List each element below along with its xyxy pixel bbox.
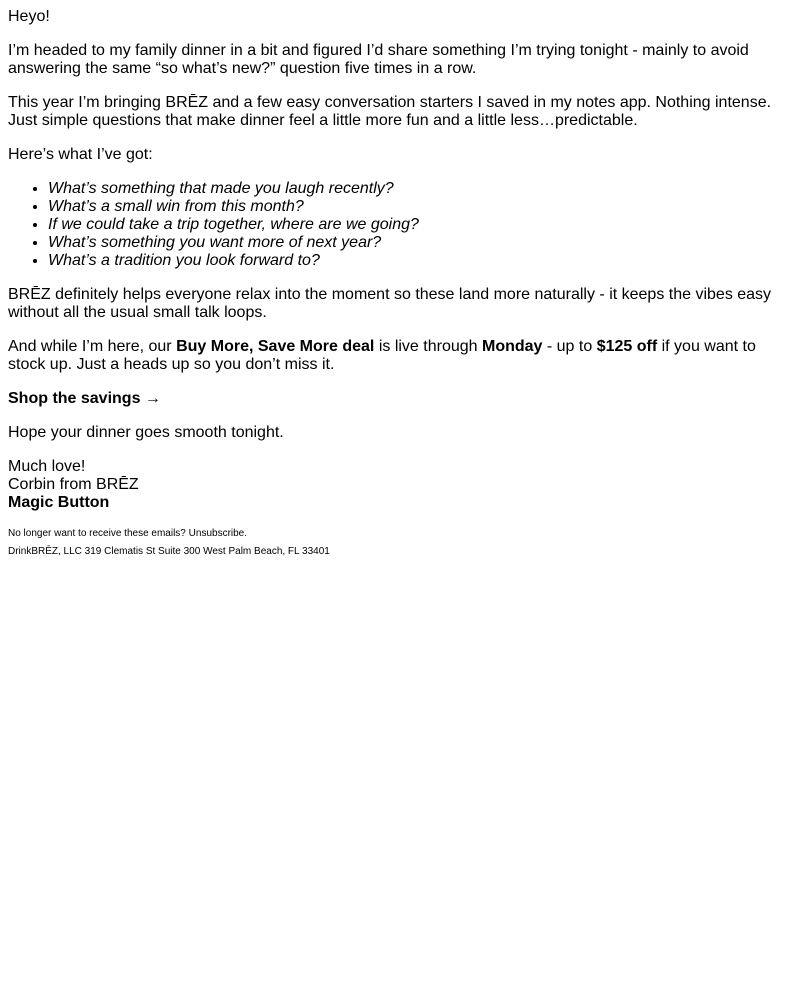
list-item: • What’s something that made you laugh recently? bbox=[48, 180, 792, 198]
magic-button-label[interactable]: Magic Button bbox=[8, 494, 110, 511]
cta-paragraph bbox=[8, 390, 792, 408]
shop-the-savings-link[interactable]: Shop the savings → bbox=[8, 390, 161, 407]
signature bbox=[8, 458, 792, 512]
relax-paragraph: BRĒZ definitely helps everyone relax into the moment so these land more naturally - it keeps the vibes easy without all the usual small talk loops. bbox=[8, 286, 772, 321]
magic-button-link[interactable] bbox=[8, 494, 792, 512]
deal-name: Buy More, Save More deal bbox=[176, 338, 375, 355]
deal-day: Monday bbox=[481, 338, 543, 355]
closing-paragraph: Hope your dinner goes smooth tonight. bbox=[8, 424, 284, 441]
list-item: • What’s a tradition you look forward to? bbox=[48, 252, 792, 270]
footer bbox=[8, 528, 792, 558]
deal-amount: $125 off bbox=[596, 338, 658, 355]
signer: Corbin from BRĒZ bbox=[8, 476, 139, 493]
list-item: • What’s something you want more of next year? bbox=[48, 234, 792, 252]
deal-paragraph bbox=[8, 338, 792, 374]
list-item: • What’s a small win from this month? bbox=[48, 198, 792, 216]
intro-paragraph: I’m headed to my family dinner in a bit and figured I’d share something I’m trying tonight - mainly to avoid answering the same “so what’s new?” question five times in a row. bbox=[8, 42, 749, 77]
unsubscribe-prefix: No longer want to receive these emails? bbox=[8, 528, 189, 539]
list-intro: Here’s what I’ve got: bbox=[8, 146, 153, 163]
deal-dash: - up to bbox=[542, 338, 597, 355]
deal-suffix: if you want to stock up. Just a heads up so you don’t miss it. bbox=[8, 338, 756, 373]
unsubscribe-suffix: . bbox=[244, 528, 248, 539]
conversation-starters-list bbox=[8, 180, 792, 270]
deal-prefix: And while I’m here, our bbox=[8, 338, 177, 355]
unsubscribe-line bbox=[8, 528, 792, 540]
unsubscribe-link[interactable]: Unsubscribe bbox=[188, 528, 245, 539]
bringing-paragraph: This year I’m bringing BRĒZ and a few easy conversation starters I saved in my notes app. Nothing intense. Just simple questions that make dinner feel a little more fun and a little less…predictable. bbox=[8, 94, 772, 129]
signoff: Much love! bbox=[8, 458, 86, 475]
list-item: • If we could take a trip together, where are we going? bbox=[48, 216, 792, 234]
deal-middle: is live through bbox=[374, 338, 482, 355]
greeting: Heyo! bbox=[8, 8, 50, 25]
company-address: DrinkBRĒZ, LLC 319 Clematis St Suite 300 West Palm Beach, FL 33401 bbox=[8, 546, 330, 557]
